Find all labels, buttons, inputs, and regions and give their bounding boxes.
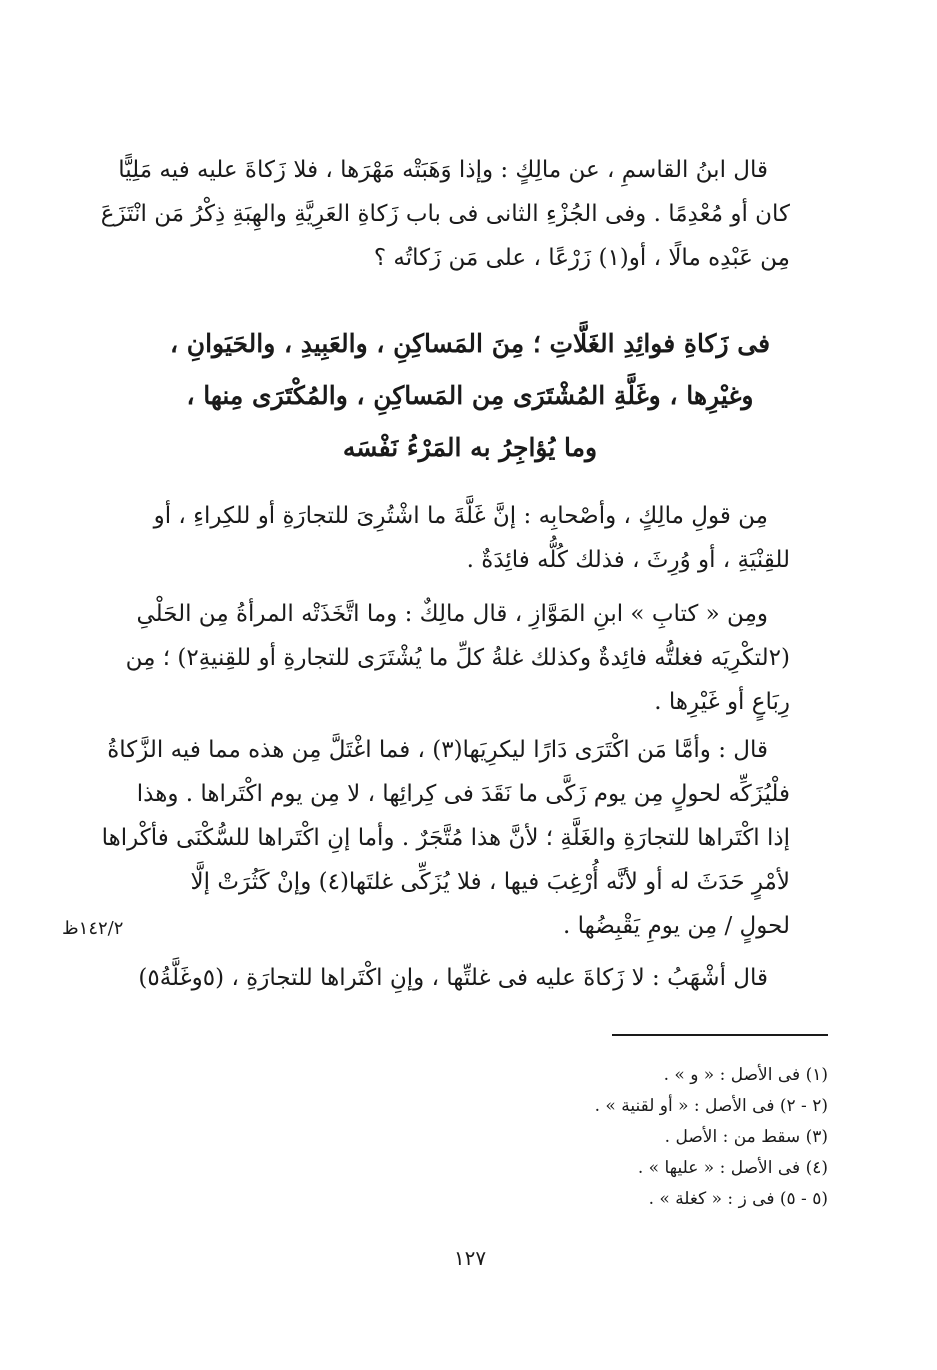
text-line: قال أشْهَبُ : لا زَكاةَ عليه فى غلتِّها ، وإنِ اكْتَراها للتجارَةِ ، (٥وغَلَّةُ٥) <box>138 965 768 991</box>
heading-line: وما يُؤاجِرُ به المَرْءُ نَفْسَه <box>342 433 598 462</box>
section-heading <box>150 318 790 474</box>
paragraph-3 <box>101 728 790 948</box>
text-line: كان أو مُعْدِمًا . وفى الجُزْءِ الثانى فى باب زَكاةِ العَرِيَّةِ والهِبَةِ ذِكْرُ مَن انْتَزَعَ <box>100 201 790 227</box>
text-line: لحولٍ / مِن يومِ يَقْبِضُها . <box>563 913 790 939</box>
footnotes <box>420 1060 828 1215</box>
footnote: (٢ - ٢) فى الأصل : « أو لقنية » . <box>594 1096 828 1116</box>
footnote: (٥ - ٥) فى ز : « كغلة » . <box>648 1189 828 1209</box>
text-line: للقِنْيَةِ ، أو وُرِثَ ، فذلك كُلُّه فائِدَةٌ . <box>466 547 790 573</box>
text-line: مِن عَبْدِه مالًا ، أو(١) زَرْعًا ، على مَن زَكاتُه ؟ <box>373 245 790 271</box>
heading-line: فى زَكاةِ فوائِدِ الغَلَّاتِ ؛ مِنَ المَساكِنِ ، والعَبِيدِ ، والحَيَوانِ ، <box>169 329 771 358</box>
footnote-separator <box>612 1034 828 1036</box>
page-number: ١٢٧ <box>453 1246 487 1270</box>
paragraph-4 <box>138 956 790 1000</box>
text-line: (٢لتكْرِيَه فغلتُّه فائِدةٌ وكذلك غلةُ كلِّ ما يُشْتَرَى للتجارةِ أو للقِنيةِ٢) ؛ مِن <box>125 645 790 671</box>
paragraph-1 <box>150 494 790 582</box>
text-line: فلْيُزَكِّه لحولٍ مِن يوم زَكَّى ما نَقَدَ فى كِرائِها ، لا مِن يوم اكْتَراها . وهذا <box>136 781 790 807</box>
text-line: رِبَاعٍ أو غَيْرِها . <box>654 689 790 715</box>
paragraph-2 <box>125 592 790 724</box>
footnote: (٣) سقط من : الأصل . <box>664 1127 828 1147</box>
text-line: قال ابنُ القاسمِ ، عن مالِكٍ : وإذا وَهَبَتْه مَهْرَها ، فلا زَكاةَ عليه فيه مَلِيًّا <box>118 157 768 183</box>
heading-line: وغيْرِها ، وغَلَّةِ المُشْتَرَى مِن المَساكِنِ ، والمُكْتَرَى مِنها ، <box>186 381 754 410</box>
intro-paragraph <box>100 148 790 280</box>
text-line: إذا اكْتَراها للتجارَةِ والغَلَّةِ ؛ لأنَّ هذا مُتَّجَرٌ . وأما إنِ اكْتَراها للسُّكْنَى فأكْراها <box>101 825 790 851</box>
footnote: (٤) فى الأصل : « عليها » . <box>637 1158 828 1178</box>
footnote: (١) فى الأصل : « و » . <box>663 1065 828 1085</box>
text-line: لأمْرٍ حَدَثَ له أو لأنَّه أُرْغِبَ فيها ، فلا يُزَكِّى غلتَها(٤) وإنْ كَثُرَتْ إلَّا <box>190 869 790 895</box>
text-line: قال : وأمَّا مَن اكْتَرَى دَارًا ليكرِيَها(٣) ، فما اغْتَلَّ مِن هذه مما فيه الزَّكاةُ <box>107 737 768 763</box>
text-line: مِن قولِ مالِكٍ ، وأصْحابِه : إنَّ غَلَّةَ ما اشْتُرِىَ للتجارَةِ أو للكِراءِ ، أو <box>153 503 768 529</box>
text-line: ومِن « كتابِ » ابنِ المَوَّازِ ، قال مالِكٌ : وما اتَّخَذَتْه المرأةُ مِن الحَلْىِ <box>136 601 768 627</box>
manuscript-folio-note: ١٤٢/٢ظ <box>62 918 124 939</box>
